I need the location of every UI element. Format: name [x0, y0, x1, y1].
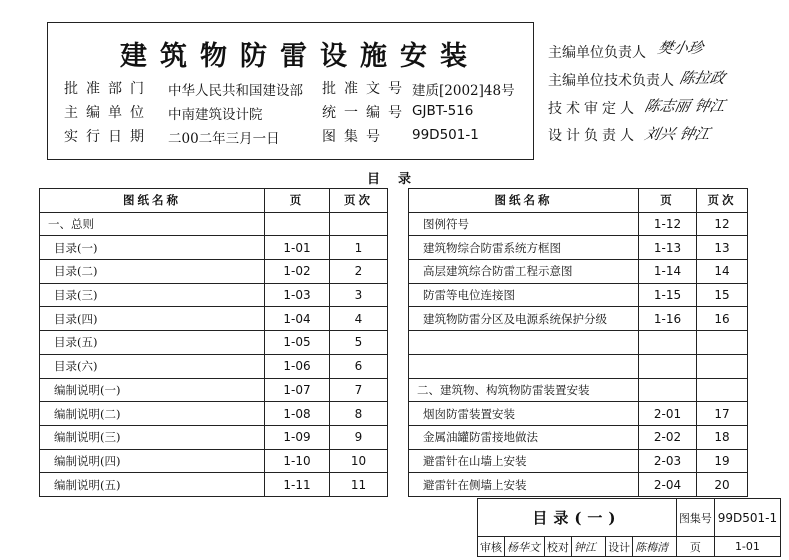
design-label: 设计: [606, 537, 633, 557]
cell-seq: [697, 378, 748, 402]
table-row: [40, 283, 388, 307]
document-title: 建筑物防雷设施安装: [120, 41, 480, 72]
table-row: [409, 212, 748, 236]
cell-page: 1-09: [265, 425, 330, 449]
check-signature: 钟江: [571, 537, 605, 557]
effective-date-label: 实行日期: [64, 129, 152, 145]
table-row: [409, 260, 748, 284]
cell-page: 1-04: [265, 307, 330, 331]
cell-seq: 16: [697, 307, 748, 331]
table-row: [409, 354, 748, 378]
table-row: [409, 402, 748, 426]
table-header-row: [40, 189, 388, 213]
cell-seq: 7: [330, 378, 388, 402]
cell-page: 1-08: [265, 402, 330, 426]
cell-seq: 2: [330, 260, 388, 284]
cell-name: 避雷针在侧墙上安装: [409, 473, 639, 497]
cell-name: 编制说明(五): [40, 473, 265, 497]
review-signature: 杨华文: [505, 537, 545, 557]
design-lead-signature: 刘兴 钟江: [642, 125, 712, 143]
cell-name: [409, 354, 639, 378]
table-row: [40, 307, 388, 331]
cell-seq: 12: [697, 212, 748, 236]
effective-date-value: 二00二年三月一日: [168, 131, 280, 147]
table-row: [40, 473, 388, 497]
cell-page: 1-12: [639, 212, 697, 236]
editor-unit-label: 主编单位: [64, 105, 152, 121]
cell-page: 1-13: [639, 236, 697, 260]
cell-page: 2-04: [639, 473, 697, 497]
cell-name: 编制说明(四): [40, 449, 265, 473]
cell-name: 防雷等电位连接图: [409, 283, 639, 307]
cell-seq: 1: [330, 236, 388, 260]
cell-name: 烟囱防雷装置安装: [409, 402, 639, 426]
table-row: [409, 425, 748, 449]
cell-seq: 17: [697, 402, 748, 426]
check-label: 校对: [544, 537, 571, 557]
col-name-header: 图纸名称: [409, 189, 639, 213]
cell-seq: 8: [330, 402, 388, 426]
cell-seq: 15: [697, 283, 748, 307]
approval-dept-value: 中华人民共和国建设部: [168, 83, 303, 99]
cell-name: 目录(四): [40, 307, 265, 331]
cell-name: [409, 331, 639, 355]
cell-seq: 20: [697, 473, 748, 497]
table-row: [40, 425, 388, 449]
cell-seq: 6: [330, 354, 388, 378]
table-row: [40, 354, 388, 378]
cell-name: 目录(一): [40, 236, 265, 260]
cell-page: 1-06: [265, 354, 330, 378]
cell-page: 1-02: [265, 260, 330, 284]
cell-seq: 4: [330, 307, 388, 331]
cell-name: 编制说明(三): [40, 425, 265, 449]
table-row: [40, 449, 388, 473]
cell-page: [639, 354, 697, 378]
cell-name: 高层建筑综合防雷工程示意图: [409, 260, 639, 284]
design-lead-role: 设计负责人: [548, 128, 638, 144]
cell-seq: 19: [697, 449, 748, 473]
table-row: [40, 260, 388, 284]
table-row: [40, 378, 388, 402]
col-page-header: 页: [639, 189, 697, 213]
cell-page: 2-02: [639, 425, 697, 449]
toc-table-right: [408, 188, 748, 497]
atlas-label: 图集号: [676, 499, 714, 537]
cell-page: 1-11: [265, 473, 330, 497]
atlas-no-value: 99D501-1: [412, 127, 479, 143]
cell-name: 避雷针在山墙上安装: [409, 449, 639, 473]
col-page-header: 页: [265, 189, 330, 213]
table-row: [409, 331, 748, 355]
cell-name: 建筑物防雷分区及电源系统保护分级: [409, 307, 639, 331]
tech-review-signature: 陈志丽 钟江: [642, 97, 727, 115]
chief-tech-signature: 陈拉政: [677, 69, 727, 87]
col-seq-header: 页次: [697, 189, 748, 213]
toc-heading: 目录: [367, 172, 430, 187]
cell-name: 二、建筑物、构筑物防雷装置安装: [409, 378, 639, 402]
col-name-header: 图纸名称: [40, 189, 265, 213]
page-number: 1-01: [714, 537, 780, 557]
chief-tech-role: 主编单位技术负责人: [548, 73, 674, 89]
cell-seq: 11: [330, 473, 388, 497]
cell-name: 目录(六): [40, 354, 265, 378]
title-block: [477, 498, 781, 557]
chief-unit-signature: 樊小珍: [655, 39, 705, 57]
cell-page: 1-10: [265, 449, 330, 473]
cell-name: 目录(五): [40, 331, 265, 355]
cell-name: 图例符号: [409, 212, 639, 236]
atlas-number: 99D501-1: [714, 499, 780, 537]
unified-no-label: 统一编号: [322, 105, 410, 121]
chief-unit-role: 主编单位负责人: [548, 45, 646, 61]
cell-name: 一、总则: [40, 212, 265, 236]
table-row: [40, 402, 388, 426]
design-signature: 陈梅清: [633, 537, 677, 557]
approval-dept-label: 批准部门: [64, 81, 152, 97]
cell-page: 1-05: [265, 331, 330, 355]
sheet-title: 目录(一): [478, 499, 677, 537]
table-row: [409, 283, 748, 307]
cell-name: 目录(二): [40, 260, 265, 284]
atlas-no-label: 图集号: [322, 129, 388, 145]
cell-page: 1-01: [265, 236, 330, 260]
table-row: [40, 236, 388, 260]
editor-unit-value: 中南建筑设计院: [168, 107, 263, 123]
cell-page: 1-16: [639, 307, 697, 331]
cell-name: 建筑物综合防雷系统方框图: [409, 236, 639, 260]
table-row: [409, 378, 748, 402]
table-row: [409, 449, 748, 473]
cell-name: 金属油罐防雷接地做法: [409, 425, 639, 449]
approval-doc-value: 建质[2002]48号: [412, 83, 515, 99]
table-row: [40, 212, 388, 236]
table-row: [409, 236, 748, 260]
cell-page: 1-15: [639, 283, 697, 307]
cell-page: [265, 212, 330, 236]
tech-review-role: 技术审定人: [548, 101, 638, 117]
cell-seq: 9: [330, 425, 388, 449]
approval-doc-label: 批准文号: [322, 81, 410, 97]
cell-page: 1-14: [639, 260, 697, 284]
cell-seq: 18: [697, 425, 748, 449]
cell-page: 1-07: [265, 378, 330, 402]
table-row: [409, 473, 748, 497]
cell-seq: 14: [697, 260, 748, 284]
cell-name: 编制说明(一): [40, 378, 265, 402]
col-seq-header: 页次: [330, 189, 388, 213]
table-header-row: [409, 189, 748, 213]
cell-name: 编制说明(二): [40, 402, 265, 426]
cell-page: 2-01: [639, 402, 697, 426]
cell-seq: [330, 212, 388, 236]
unified-no-value: GJBT-516: [412, 103, 474, 119]
cell-page: [639, 378, 697, 402]
toc-table-left: [39, 188, 388, 497]
table-row: [40, 331, 388, 355]
cell-seq: 13: [697, 236, 748, 260]
cell-seq: 5: [330, 331, 388, 355]
review-label: 审核: [478, 537, 505, 557]
cell-page: [639, 331, 697, 355]
table-row: [409, 307, 748, 331]
cell-name: 目录(三): [40, 283, 265, 307]
cell-page: 2-03: [639, 449, 697, 473]
cell-seq: [697, 354, 748, 378]
cell-page: 1-03: [265, 283, 330, 307]
cell-seq: 3: [330, 283, 388, 307]
cell-seq: 10: [330, 449, 388, 473]
cell-seq: [697, 331, 748, 355]
page-label: 页: [676, 537, 714, 557]
